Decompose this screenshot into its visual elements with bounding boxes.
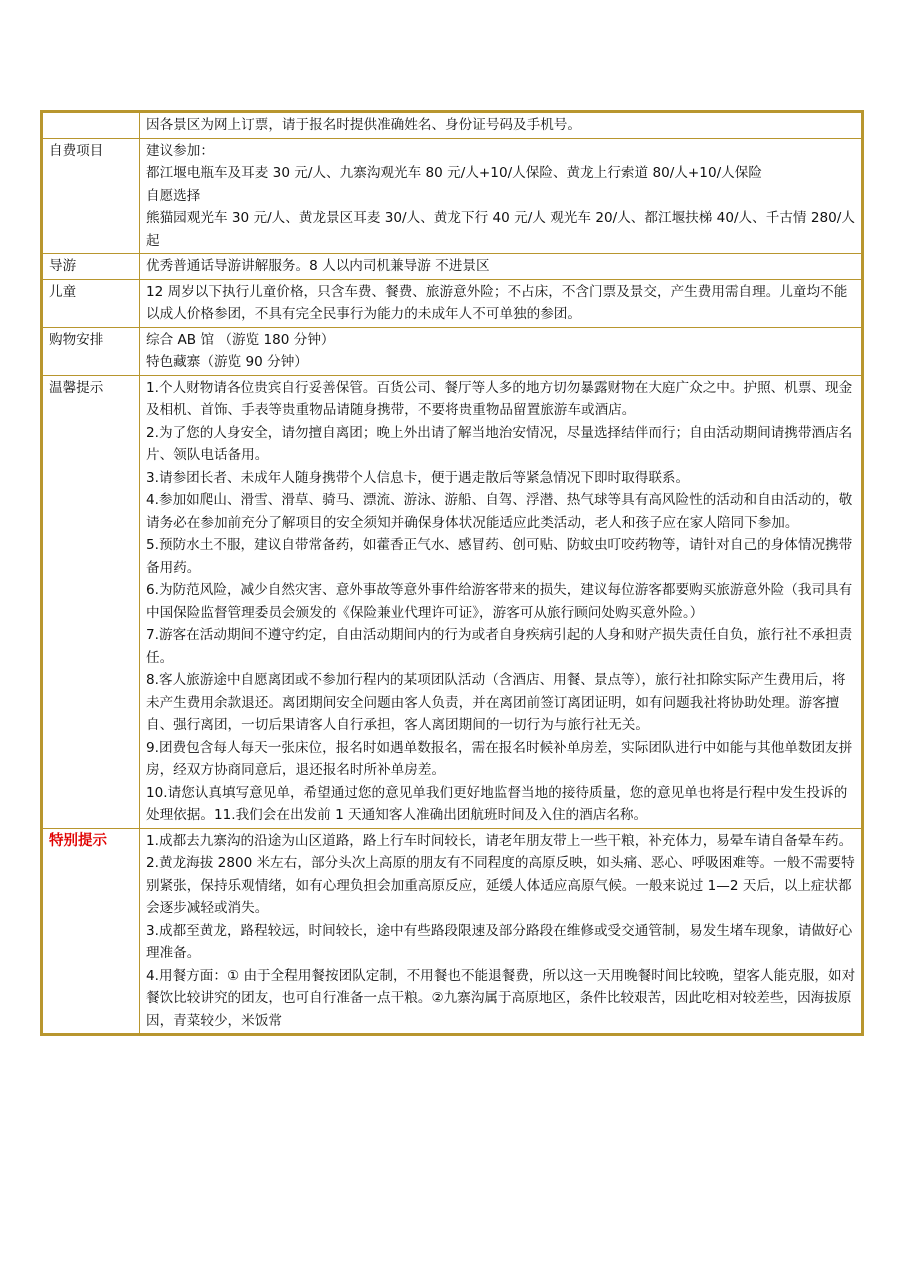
content-line: 熊猫园观光车 30 元/人、黄龙景区耳麦 30/人、黄龙下行 40 元/人 观光车 20/人、都江堰扶梯 40/人、千古情 280/人起 (146, 210, 855, 249)
row-label: 特别提示 (42, 828, 140, 1035)
row-content (140, 279, 863, 327)
content-line: 特色藏寨（游览 90 分钟） (146, 354, 308, 370)
content-line: 3.成都至黄龙，路程较远，时间较长，途中有些路段限速及部分路段在维修或受交通管制，易发生堵车现象，请做好心理准备。 (146, 922, 853, 961)
content-line: 5.预防水土不服，建议自带常备药，如藿香正气水、感冒药、创可贴、防蚊虫叮咬药物等，请针对自己的身体情况携带备用药。 (146, 537, 853, 576)
ticket-note-row (42, 112, 863, 139)
content-line: 1.成都去九寨沟的沿途为山区道路，路上行车时间较长，请老年朋友带上一些干粮，补充体力，易晕车请自备晕车药。 (146, 832, 853, 849)
special-notes-row (42, 828, 863, 1035)
content-line: 6.为防范风险，减少自然灾害、意外事故等意外事件给游客带来的损失，建议每位游客都要购买旅游意外险（我司具有中国保险监督管理委员会颁发的《保险兼业代理许可证》，游客可从旅行顾问处购买意外险。） (146, 582, 853, 621)
row-label: 购物安排 (42, 327, 140, 375)
content-line: 2.黄龙海拔 2800 米左右，部分头次上高原的朋友有不同程度的高原反映，如头痛、恶心、呼吸困难等。一般不需要特别紧张，保持乐观情绪，如有心理负担会加重高原反应，延缓人体适应高原气候。一般来说过 1—2 天后，以上症状都会逐步减轻或消失。 (146, 855, 855, 916)
content-line: 都江堰电瓶车及耳麦 30 元/人、九寨沟观光车 80 元/人+10/人保险、黄龙上行索道 80/人+10/人保险 (146, 165, 762, 181)
content-line: 10.请您认真填写意见单，希望通过您的意见单我们更好地监督当地的接待质量，您的意见单也将是行程中发生投诉的处理依据。11.我们会在出发前 1 天通知客人准确出团航班时间及入住的酒店名称。 (146, 784, 848, 823)
row-content (140, 375, 863, 828)
content-line: 4.参加如爬山、滑雪、滑草、骑马、漂流、游泳、游船、自驾、浮潜、热气球等具有高风险性的活动和自由活动的，敬请务必在参加前充分了解项目的安全须知并确保身体状况能适应此类活动，老人和孩子应在家人陪同下参加。 (146, 492, 853, 531)
row-content (140, 112, 863, 139)
row-label: 自费项目 (42, 138, 140, 254)
content-line: 3.请参团长者、未成年人随身携带个人信息卡，便于遇走散后等紧急情况下即时取得联系。 (146, 469, 690, 486)
row-label (42, 112, 140, 139)
content-line: 8.客人旅游途中自愿离团或不参加行程内的某项团队活动（含酒店、用餐、景点等），旅行社扣除实际产生费用后，将未产生费用余款退还。离团期间安全问题由客人负责，并在离团前签订离团证明，如有问题我社将协助处理。游客擅自、强行离团，一切后果请客人自行承担，客人离团期间的一切行为与旅行社无关。 (146, 672, 846, 733)
content-line: 4.用餐方面：① 由于全程用餐按团队定制，不用餐也不能退餐费，所以这一天用晚餐时间比较晚，望客人能克服，如对餐饮比较讲究的团友，也可自行准备一点干粮。②九寨沟属于高原地区，条件比较艰苦，因此吃相对较差些，因海拔原因，青菜较少，米饭常 (146, 967, 856, 1029)
optional-items-row (42, 138, 863, 254)
shopping-row (42, 327, 863, 375)
content-line: 优秀普通话导游讲解服务。8 人以内司机兼导游 不进景区 (146, 258, 490, 274)
content-line: 9.团费包含每人每天一张床位，报名时如遇单数报名，需在报名时候补单房差，实际团队进行中如能与其他单数团友拼房，经双方协商同意后，退还报名时所补单房差。 (146, 739, 853, 778)
itinerary-table-body (42, 112, 863, 1035)
content-line: 2.为了您的人身安全，请勿擅自离团；晚上外出请了解当地治安情况，尽量选择结伴而行；自由活动期间请携带酒店名片、领队电话备用。 (146, 424, 853, 463)
content-line: 建议参加： (146, 142, 214, 159)
content-line: 7.游客在活动期间不遵守约定，自由活动期间内的行为或者自身疾病引起的人身和财产损失责任自负，旅行社不承担责任。 (146, 627, 853, 666)
row-label: 导游 (42, 254, 140, 280)
guide-row (42, 254, 863, 280)
content-line: 1.个人财物请各位贵宾自行妥善保管。百货公司、餐厅等人多的地方切勿暴露财物在大庭广众之中。护照、机票、现金及相机、首饰、手表等贵重物品请随身携带，不要将贵重物品留置旅游车或酒店。 (146, 379, 853, 418)
content-line: 因各景区为网上订票，请于报名时提供准确姓名、身份证号码及手机号。 (146, 117, 581, 133)
row-label: 儿童 (42, 279, 140, 327)
row-content (140, 254, 863, 280)
row-content (140, 138, 863, 254)
content-line: 12 周岁以下执行儿童价格，只含车费、餐费、旅游意外险；不占床，不含门票及景交，产生费用需自理。儿童均不能以成人价格参团，不具有完全民事行为能力的未成年人不可单独的参团。 (146, 283, 848, 322)
tips-row (42, 375, 863, 828)
itinerary-table (40, 110, 864, 1036)
row-content (140, 828, 863, 1035)
content-line: 综合 AB 馆 （游览 180 分钟） (146, 331, 335, 348)
row-label: 温馨提示 (42, 375, 140, 828)
content-line: 自愿选择 (146, 187, 201, 204)
row-content (140, 327, 863, 375)
children-row (42, 279, 863, 327)
